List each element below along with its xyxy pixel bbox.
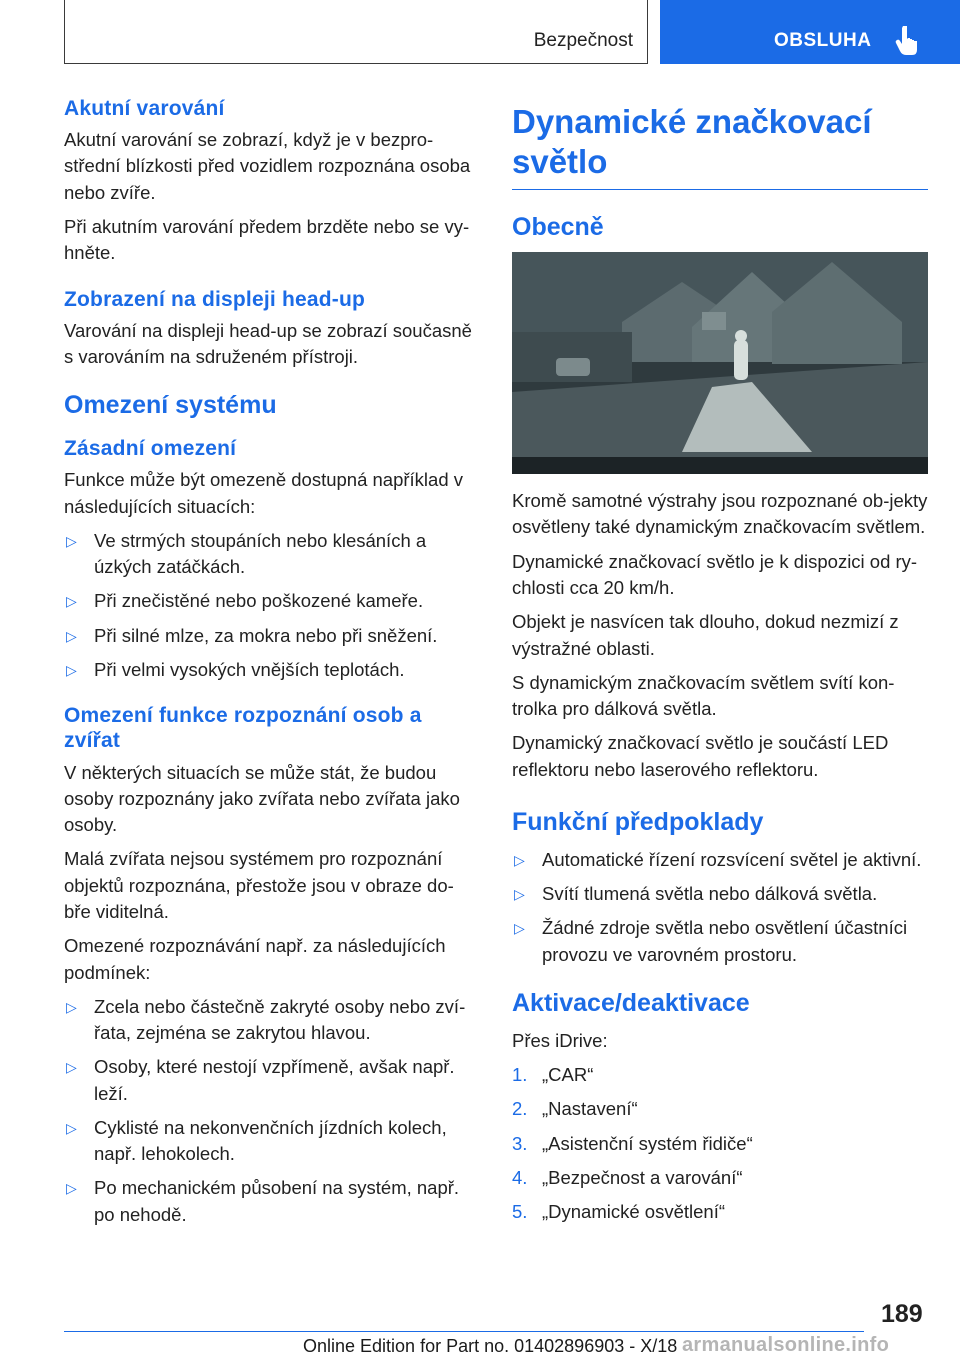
paragraph: Kromě samotné výstrahy jsou rozpoznané ob-jekty osvětleny také dynamickým značkovacím světlem. <box>512 490 928 538</box>
watermark: armanualsonline.info <box>682 1334 890 1356</box>
list-item: 3. „Asistenční systém řidiče“ <box>512 1132 753 1154</box>
recognition-limits-list <box>64 994 478 1228</box>
list-item: 1. „CAR“ <box>512 1064 594 1086</box>
paragraph: V některých situacích se může stát, že budou osoby rozpoznány jako zvířata nebo zvířata jako osoby. <box>64 761 460 836</box>
paragraph: Funkce může být omezeně dostupná například v následujících situacích: <box>64 469 464 517</box>
paragraph: Dynamický značkovací světlo je součástí LED reflektoru nebo laserového reflektoru. <box>512 732 889 780</box>
paragraph: Objekt je nasvícen tak dlouho, dokud nezmizí z výstražné oblasti. <box>512 611 899 659</box>
heading-zasadni-omezeni: Zásadní omezení <box>64 437 237 461</box>
paragraph: Malá zvířata nejsou systémem pro rozpoznání objektů rozpoznána, přestože jsou v obraze do-bře viditelná. <box>64 848 454 922</box>
list-item: ▷ Svítí tlumená světla nebo dálková světla. <box>512 881 928 907</box>
footer-divider <box>64 1331 864 1332</box>
paragraph: Při akutním varování předem brzděte nebo se vy-hněte. <box>64 215 470 264</box>
heading-omezeni-systemu: Omezení systému <box>64 391 277 420</box>
list-item: ▷ Při velmi vysokých vnějších teplotách. <box>64 657 478 683</box>
heading-aktivace-deaktivace: Aktivace/deaktivace <box>512 988 750 1017</box>
footer-edition: Online Edition for Part no. 01402896903 - X/18 <box>303 1336 678 1356</box>
heading-dynamicke-znackovaci-svetlo: Dynamické značkovací světlo <box>512 103 872 180</box>
triangle-bullet-icon: ▷ <box>514 920 525 937</box>
triangle-bullet-icon: ▷ <box>66 998 77 1015</box>
list-item: 5. „Dynamické osvětlení“ <box>512 1201 726 1223</box>
idrive-steps-list <box>512 1062 928 1225</box>
triangle-bullet-icon: ▷ <box>66 532 77 549</box>
heading-omezeni-rozpoznani: Omezení funkce rozpoznání osob a zvířat <box>64 704 422 753</box>
paragraph: Akutní varování se zobrazí, když je v bezpro-střední blízkosti před vozidlem rozpoznána osoba nebo zvíře. <box>64 129 471 203</box>
heading-akutni-varovani: Akutní varování <box>64 97 225 120</box>
triangle-bullet-icon: ▷ <box>66 1059 77 1076</box>
list-item: ▷ Zcela nebo částečně zakryté osoby nebo zví-řata, zejména se zakrytou hlavou. <box>66 995 466 1044</box>
prerequisites-list <box>512 847 928 968</box>
paragraph: Varování na displeji head-up se zobrazí současně s varováním na sdruženém přístroji. <box>64 319 472 367</box>
header-section-box <box>64 0 648 64</box>
night-road-illustration <box>512 252 928 474</box>
triangle-bullet-icon: ▷ <box>66 1180 77 1197</box>
paragraph: Dynamické značkovací světlo je k dispozici od ry-chlosti cca 20 km/h. <box>512 550 918 598</box>
header-chapter-tab[interactable] <box>660 0 960 64</box>
list-item: ▷ Žádné zdroje světla nebo osvětlení účastníci provozu ve varovném prostoru. <box>514 917 908 965</box>
list-item: 4. „Bezpečnost a varování“ <box>512 1166 743 1188</box>
triangle-bullet-icon: ▷ <box>66 593 77 610</box>
pointing-hand-icon <box>894 24 922 56</box>
heading-obecne: Obecně <box>512 213 604 242</box>
left-column <box>64 96 478 1236</box>
list-item: ▷ Při silné mlze, za mokra nebo při sněžení. <box>64 623 478 649</box>
heading-head-up: Zobrazení na displeji head-up <box>64 287 365 311</box>
paragraph: Přes iDrive: <box>512 1029 608 1051</box>
list-item: 2. „Nastavení“ <box>512 1098 638 1120</box>
right-column <box>512 102 928 1234</box>
triangle-bullet-icon: ▷ <box>66 1119 77 1136</box>
triangle-bullet-icon: ▷ <box>66 662 77 679</box>
header-section-title: Bezpečnost <box>533 30 633 51</box>
paragraph: Omezené rozpoznávání např. za následujících podmínek: <box>64 935 446 983</box>
chapter-tab-label: OBSLUHA <box>774 30 872 51</box>
paragraph: S dynamickým značkovacím světlem svítí kon-trolka pro dálková světla. <box>512 671 895 720</box>
list-item: ▷ Po mechanickém působení na systém, např. po nehodě. <box>66 1177 460 1225</box>
triangle-bullet-icon: ▷ <box>514 851 525 868</box>
list-item: ▷ Osoby, které nestojí vzpřímeně, avšak např. leží. <box>66 1056 455 1104</box>
list-item: ▷ Ve strmých stoupáních nebo klesáních a úzkých zatáčkách. <box>66 529 427 578</box>
heading-divider <box>512 189 928 190</box>
list-item: ▷ Při znečistěné nebo poškozené kameře. <box>64 588 478 614</box>
page-number: 189 <box>881 1300 923 1328</box>
triangle-bullet-icon: ▷ <box>514 886 525 903</box>
list-item: ▷ Cyklisté na nekonvenčních jízdních kolech, např. lehokolech. <box>66 1116 447 1165</box>
list-item: ▷ Automatické řízení rozsvícení světel je aktivní. <box>512 847 928 873</box>
limitations-list <box>64 528 478 683</box>
heading-funkcni-predpoklady: Funkční předpoklady <box>512 807 764 836</box>
triangle-bullet-icon: ▷ <box>66 627 77 644</box>
